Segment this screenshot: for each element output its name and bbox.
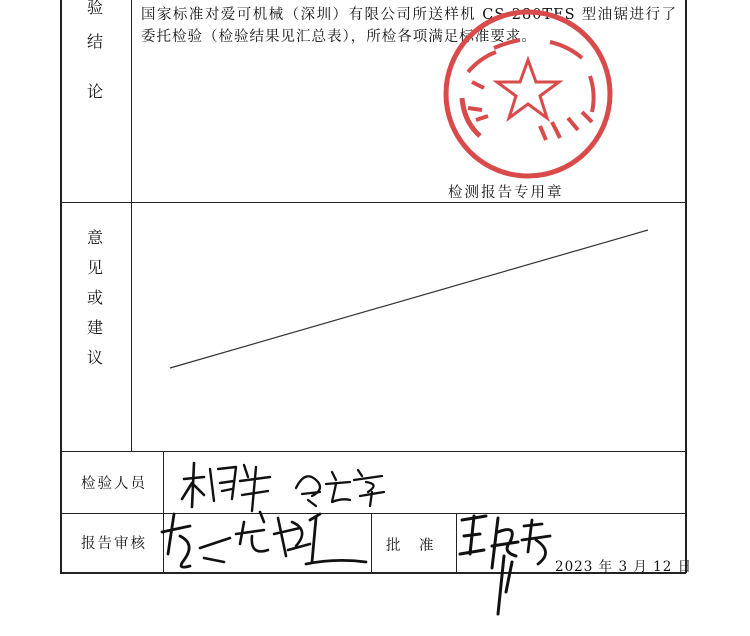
opinion-label-char-3: 或 — [87, 288, 104, 307]
inspector-signature-2 — [292, 462, 388, 508]
opinion-label-char-2: 见 — [87, 258, 104, 277]
conclusion-label-char-2: 结 — [87, 32, 104, 51]
report-date: 2023 年 3 月 12 日 — [555, 559, 693, 575]
reviewer-signature — [160, 504, 372, 576]
conclusion-label-char-3: 论 — [87, 82, 104, 101]
conclusion-text: 国家标准对爱可机械（深圳）有限公司所送样机 CS-280TES 型油锯进行了委托检验（检验结果见汇总表），所检各项满足标准要求。 — [141, 7, 677, 45]
opinion-label-char-1: 意 — [87, 228, 104, 247]
stamp-label: 检测报告专用章 — [448, 185, 564, 201]
reviewer-label: 报告审核 — [81, 536, 147, 552]
approver-label: 批 准 — [386, 538, 436, 554]
opinion-label-char-5: 议 — [87, 348, 104, 367]
opinion-label-char-4: 建 — [87, 318, 104, 337]
inspector-label: 检验人员 — [81, 476, 147, 492]
conclusion-label-char-1: 验 — [87, 0, 104, 17]
approver-signature — [458, 512, 558, 618]
